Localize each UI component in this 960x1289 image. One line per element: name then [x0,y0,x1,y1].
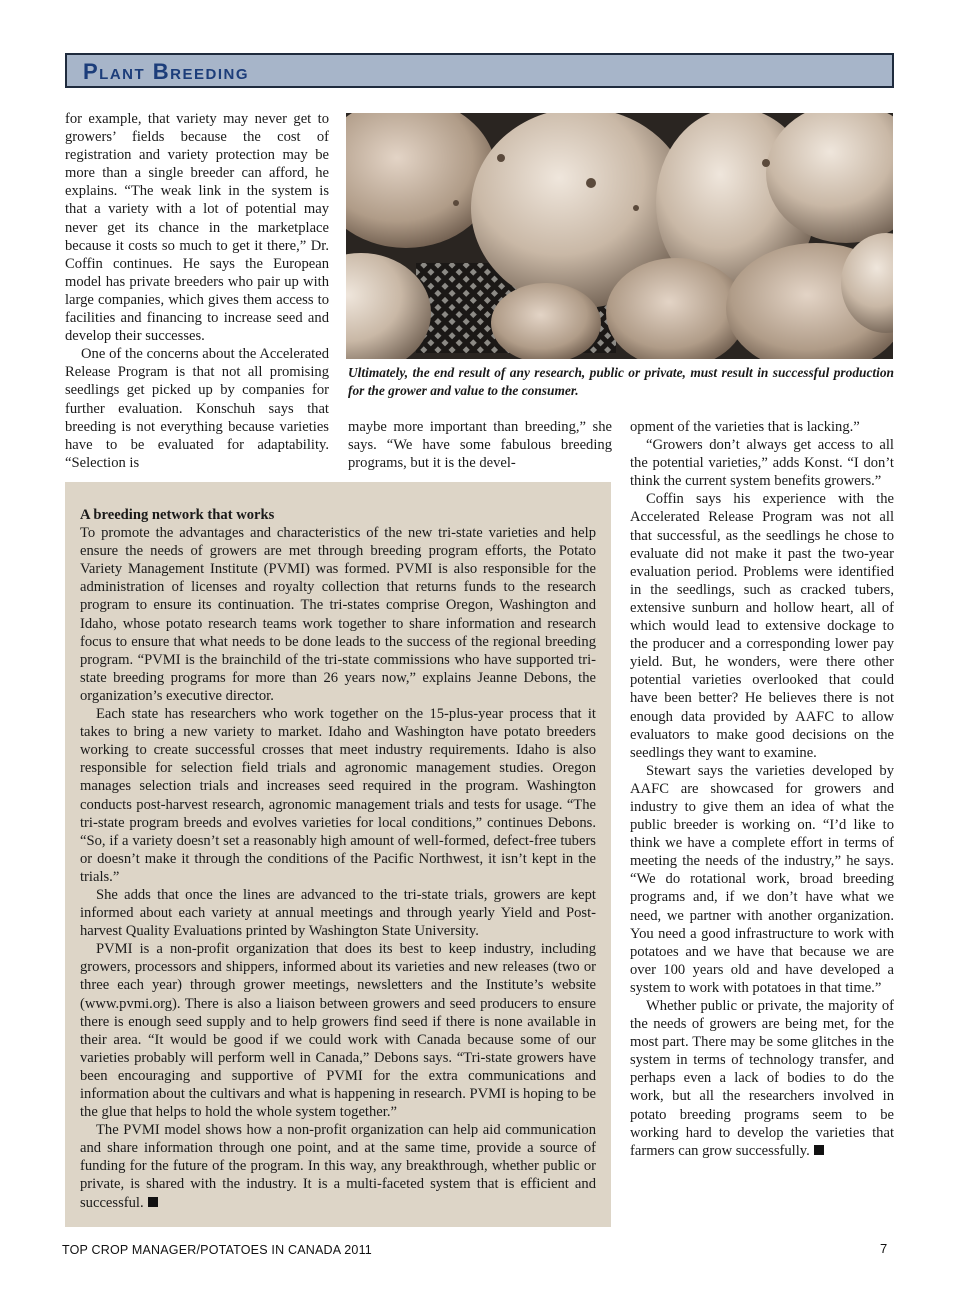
article-paragraph [630,997,894,1160]
photo-caption: Ultimately, the end result of any research, public or private, must result in successful production for the grower and value to the consumer. [348,365,894,398]
section-header-bar [65,53,894,88]
page-number: 7 [880,1241,888,1256]
footer-publication: TOP CROP MANAGER/POTATOES IN CANADA 2011 [62,1243,372,1257]
article-column-1 [65,110,329,472]
section-title: Plant Breeding [83,59,250,84]
article-paragraph: Stewart says the varieties developed by AAFC are showcased for growers and industry to give them an idea of what the public breeder is working on. “I’d like to think we have a complete effort in terms of meeting the needs of the industry,” he says. “We do rotational work, broad breeding programs and, if we don’t have what we need, we partner with another organization. You need a good infrastructure to work with potatoes and we have that because we are over 100 years old and have developed a system to work with potatoes in that time.” [630,762,894,996]
sidebar-box [65,482,611,1227]
article-paragraph: for example, that variety may never get to growers’ fields because the cost of registration and variety protection may be more than a single breeder can afford, he explains. “The weak link in the system is that a variety with a lot of potential may never get its chance in the marketplace because it costs so much to get it there,” Dr. Coffin continues. He says the European model has private breeders who pair up with large companies, which gives them access to facilities and financing to increase seed and develop their successes. [65,111,329,345]
article-paragraph: Coffin says his experience with the Accelerated Release Program was not all that successful, as the seedlings he chose to evaluate did not make it past the two-year evaluation period. Problems were identified in the seedlings, such as cracked tubers, extensive sunburn and hollow heart, all of which would lead to extensive dockage to the producer and a corresponding lower pay yield. But, he wonders, were there other potential varieties overlooked that could have been better? He believes there is not enough data provided by AAFC to allow evaluators to make good decisions on the seedlings they want to examine. [630,491,894,761]
sidebar-paragraph: Each state has researchers who work together on the 15-plus-year process that it takes to bring a new variety to market. Idaho and Washington have potato breeders working to create successful crosses that meet industry requirements. Idaho is also responsible for selection field trials and agronomic management studies. Oregon manages selection trials and increases seed required in the program. Washington conducts post-harvest research, agronomic management trials and tests for usage. “The tri-state program breeds and evolves varieties for local conditions,” continues Debons. “So, if a variety doesn’t set a reasonably high amount of well-formed, defect-free tubers or doesn’t make it through the conditions of the Pacific Northwest, it isn’t kept in the trials.” [80,706,596,885]
article-column-2 [348,418,612,472]
article-paragraph: opment of the varieties that is lacking.” [630,419,860,435]
sidebar-title: A breeding network that works [80,507,275,523]
article-column-3 [630,418,894,1160]
end-of-article-mark [814,1145,824,1155]
sidebar-paragraph-text: The PVMI model shows how a non-profit organization can help aid communication and share information through one point, and at the same time, provide a source of funding for the future of the program. In this way, any breakthrough, whether public or private, is shared with the industry. It is a multi-faceted system that is efficient and successful. [80,1122,596,1211]
article-paragraph-text: Whether public or private, the majority of the needs of growers are being met, for the most part. There may be some glitches in the system in terms of technology transfer, and perhaps even a lack of bodies to do the work, but all the researchers involved in potato breeding programs seem to be working hard to develop the varieties that farmers can grow successfully. [630,998,894,1159]
article-paragraph: One of the concerns about the Accelerated Release Program is that not all promising seedlings get picked up by companies for further evaluation. Konschuh says that breeding is not everything because varieties have to be evaluated for adaptability. “Selection is [65,346,329,471]
sidebar-paragraph: She adds that once the lines are advanced to the tri-state trials, growers are kept informed about each variety at annual meetings and through yearly Yield and Post-harvest Quality Evaluations printed by Washington State University. [80,886,596,940]
sidebar-content [80,506,596,1212]
article-paragraph: maybe more important than breeding,” she says. “We have some fabulous breeding programs, but it is the devel- [348,419,612,472]
sidebar-paragraph: PVMI is a non-profit organization that does its best to keep industry, including growers, processors and shippers, informed about its varieties and new releases (two or three each year) through grower meetings, newsletters and the Institute’s website (www.pvmi.org). There is also a liaison between growers and seed producers to ensure there is enough seed supply and to help growers find seed if there is none available in their area. “It would be good if we could work with Canada because some of our varieties probably will perform well in Canada,” Debons says. “Tri-state growers have been encouraging and supportive of PVMI for the extra communications and information about the cultivars and what is happening in research. PVMI is hoping to be the glue that helps to hold the whole system together.” [80,941,596,1121]
end-of-sidebar-mark [148,1197,158,1207]
potato-photo-illustration [346,113,893,359]
potato-photo [346,113,893,359]
sidebar-paragraph: To promote the advantages and characteristics of the new tri-state varieties and help ensure the needs of growers are met through breeding program efforts, the Potato Variety Management Institute (PVMI) was formed. PVMI is also responsible for the administration of licenses and royalty collection that returns funds to the research program to ensure its continuation. The tri-states comprise Oregon, Washington and Idaho, whose potato research teams work together to share information and research focus to ensure that what needs to be done leads to the success of the regional breeding program. “PVMI is the brainchild of the tri-state commissions who have supported tri-state breeding programs for more than 26 years now,” explains Jeanne Debons, the organization’s executive director. [80,525,596,704]
sidebar-paragraph [80,1121,596,1211]
article-paragraph: “Growers don’t always get access to all the potential varieties,” adds Konst. “I don’t think the current system benefits growers.” [630,437,894,490]
